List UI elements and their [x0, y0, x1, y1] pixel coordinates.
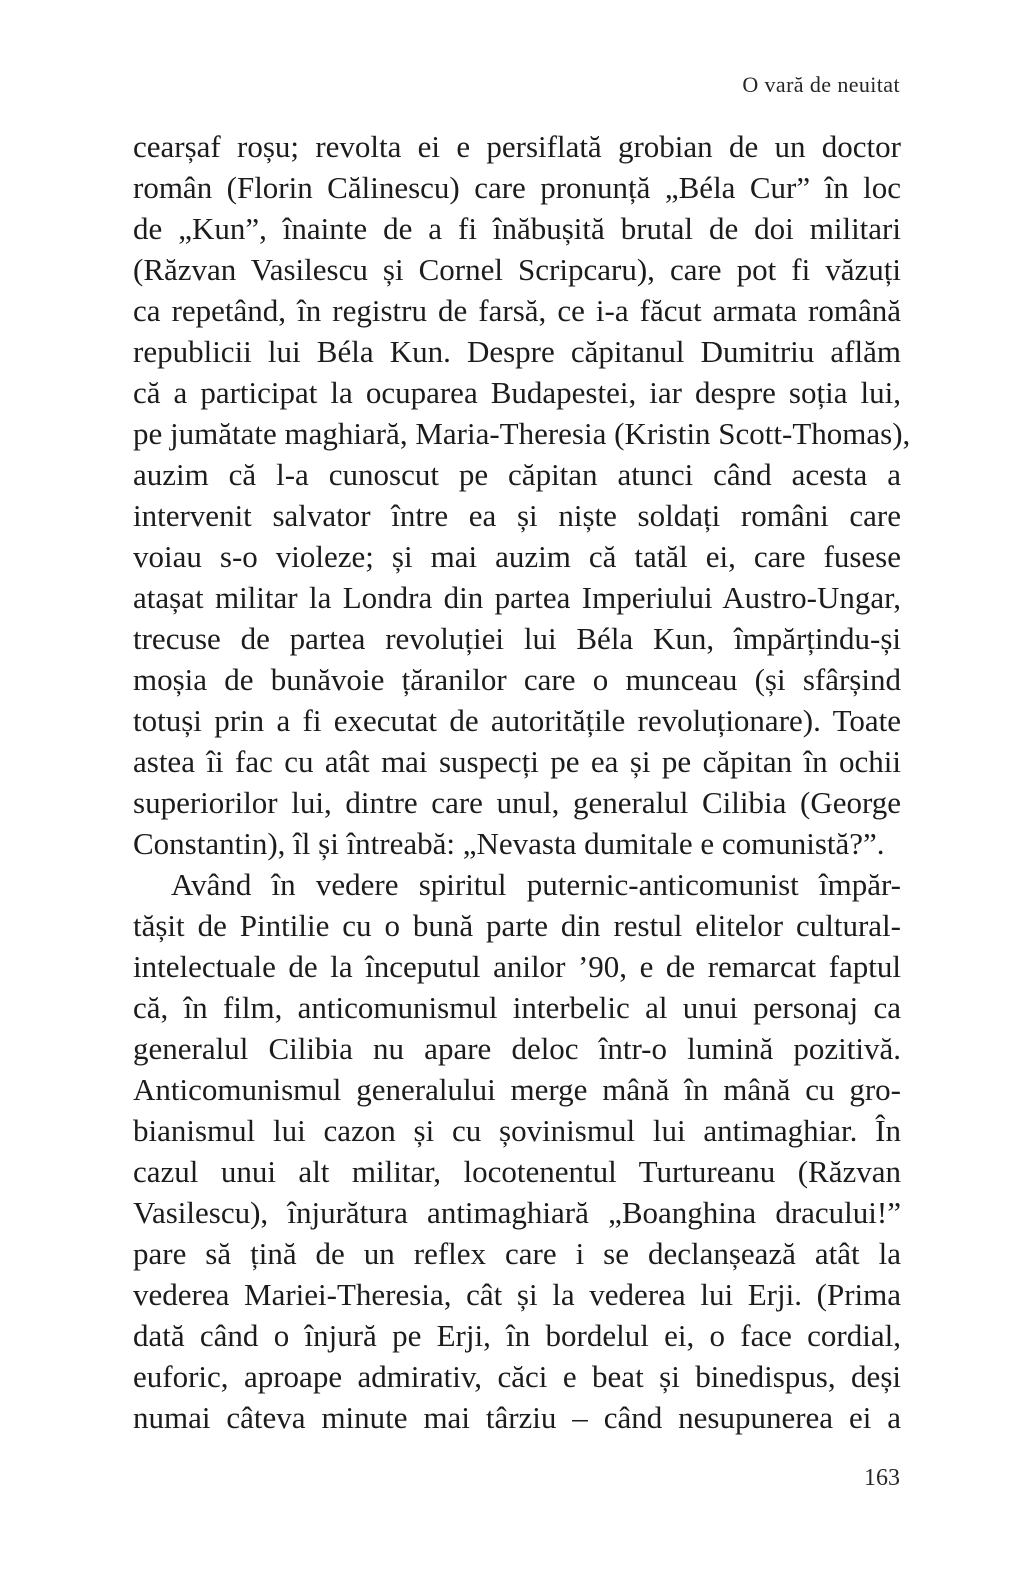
text-line: atașat militar la Londra din partea Imperiului Austro-Ungar, — [133, 580, 901, 615]
text-line: euforic, aproape admirativ, căci e beat și binedispus, deși — [133, 1359, 901, 1394]
text-line: intervenit salvator între ea și niște soldați români care — [133, 498, 901, 533]
text-line: cazul unui alt militar, locotenentul Turtureanu (Răzvan — [133, 1154, 901, 1189]
text-line: astea îi fac cu atât mai suspecți pe ea și pe căpitan în ochii — [133, 744, 901, 779]
text-line: republicii lui Béla Kun. Despre căpitanul Dumitriu aflăm — [133, 334, 901, 369]
text-line: bianismul lui cazon și cu șovinismul lui antimaghiar. În — [133, 1113, 901, 1148]
text-line: superiorilor lui, dintre care unul, generalul Cilibia (George — [133, 785, 901, 820]
text-line: ca repetând, în registru de farsă, ce i-a făcut armata română — [133, 293, 901, 328]
text-line: generalul Cilibia nu apare deloc într-o lumină pozitivă. — [133, 1031, 901, 1066]
text-line: auzim că l-a cunoscut pe căpitan atunci când acesta a — [133, 457, 901, 492]
text-line: pare să țină de un reflex care i se declanșează atât la — [133, 1236, 901, 1271]
text-line: (Răzvan Vasilescu și Cornel Scripcaru), care pot fi văzuți — [133, 252, 901, 287]
text-line: de „Kun”, înainte de a fi înăbușită brutal de doi militari — [133, 211, 901, 246]
text-line: totuși prin a fi executat de autoritățile revoluționare). Toate — [133, 703, 901, 738]
text-line: român (Florin Călinescu) care pronunță „Béla Cur” în loc — [133, 170, 901, 205]
text-line: numai câteva minute mai târziu – când nesupunerea ei a — [133, 1400, 901, 1435]
text-line: Având în vedere spiritul puternic-anticomunist împăr- — [171, 867, 901, 902]
page-number: 163 — [864, 1465, 900, 1491]
text-line: dată când o înjură pe Erji, în bordelul ei, o face cordial, — [133, 1318, 901, 1353]
text-line: că a participat la ocuparea Budapestei, iar despre soția lui, — [133, 375, 901, 410]
paragraph-1 — [133, 126, 911, 864]
text-line: că, în film, anticomunismul interbelic al unui personaj ca — [133, 990, 901, 1025]
text-line: cearșaf roșu; revolta ei e persiflată grobian de un doctor — [133, 129, 901, 164]
text-line: vederea Mariei-Theresia, cât și la vederea lui Erji. (Prima — [133, 1277, 901, 1312]
text-line: moșia de bunăvoie țăranilor care o munceau (și sfârșind — [133, 662, 901, 697]
text-line: intelectuale de la începutul anilor ’90, e de remarcat faptul — [133, 949, 901, 984]
text-line: trecuse de partea revoluției lui Béla Kun, împărțindu-și — [133, 621, 901, 656]
running-header-title: O vară de neuitat — [742, 72, 900, 97]
body-text — [133, 126, 911, 1438]
text-line: Constantin), îl și întreabă: „Nevasta dumitale e comunistă?”. — [133, 826, 885, 861]
text-line: pe jumătate maghiară, Maria-Theresia (Kristin Scott-Thomas), — [133, 416, 911, 451]
paragraph-2 — [133, 864, 901, 1438]
text-line: voiau s-o violeze; și mai auzim că tatăl ei, care fusese — [133, 539, 901, 574]
text-line: tășit de Pintilie cu o bună parte din restul elitelor cultural- — [133, 908, 901, 943]
text-line: Vasilescu), înjurătura antimaghiară „Boanghina dracului!” — [133, 1195, 901, 1230]
text-line: Anticomunismul generalului merge mână în mână cu gro- — [133, 1072, 901, 1107]
